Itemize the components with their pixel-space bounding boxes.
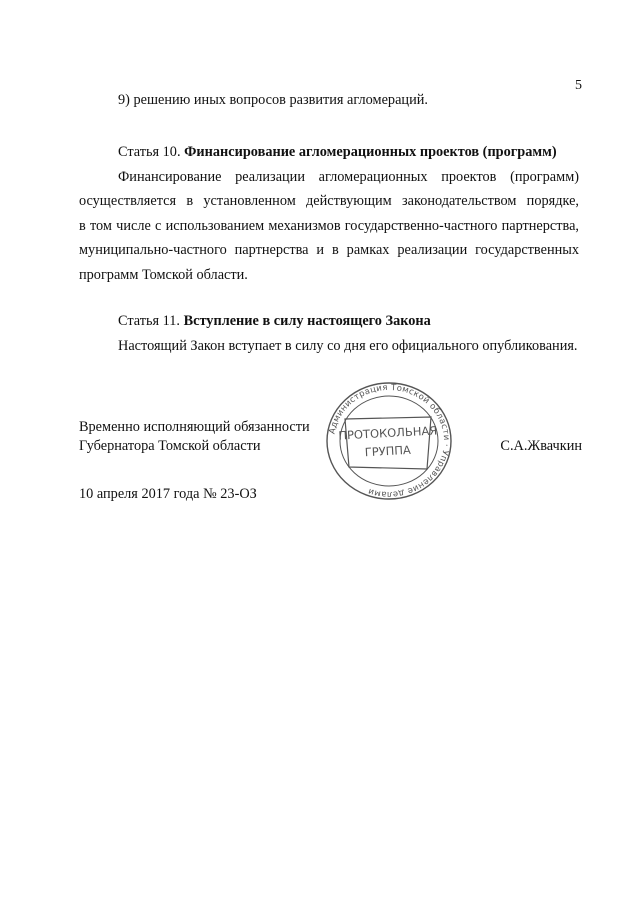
- article-11-prefix: Статья 11.: [118, 313, 181, 329]
- article-11-title: Вступление в силу настоящего Закона: [183, 313, 431, 329]
- article-10-heading: [79, 140, 579, 165]
- stamp-ring-text: Администрация Томской области · Управление делами: [327, 382, 452, 500]
- article-10-line-4: муниципально-частного партнерства и в рамках реализации государственных: [79, 242, 579, 258]
- stamp-line-2: ГРУППА: [364, 442, 412, 460]
- article-10-title: Финансирование агломерационных проектов (программ): [184, 144, 557, 160]
- list-item-9: 9) решению иных вопросов развития агломераций.: [118, 92, 428, 108]
- article-10-line-3: в том числе с использованием механизмов государственно-частного партнерства,: [79, 217, 579, 234]
- article-10-prefix: Статья 10.: [118, 144, 181, 160]
- stamp-line-1: ПРОТОКОЛЬНАЯ: [338, 423, 438, 443]
- signatory-name: С.А.Жвачкин: [500, 438, 582, 454]
- article-11-text: Настоящий Закон вступает в силу со дня его официального опубликования.: [118, 337, 578, 354]
- page-number: 5: [575, 78, 582, 93]
- article-11: [79, 309, 579, 358]
- article-11-heading: [79, 309, 579, 334]
- article-10: [79, 140, 579, 287]
- law-date-number: 10 апреля 2017 года № 23-ОЗ: [79, 486, 257, 502]
- article-10-line-1: Финансирование реализации агломерационных проектов (программ): [118, 168, 579, 185]
- signatory-title-line-1: Временно исполняющий обязанности: [79, 419, 310, 435]
- official-stamp: [319, 377, 459, 505]
- article-10-line-5: программ Томской области.: [79, 266, 248, 283]
- signatory-title-line-2: Губернатора Томской области: [79, 438, 261, 454]
- signatory-title: [79, 418, 310, 456]
- article-10-line-2: осуществляется в установленном действующим законодательством порядке,: [79, 193, 579, 209]
